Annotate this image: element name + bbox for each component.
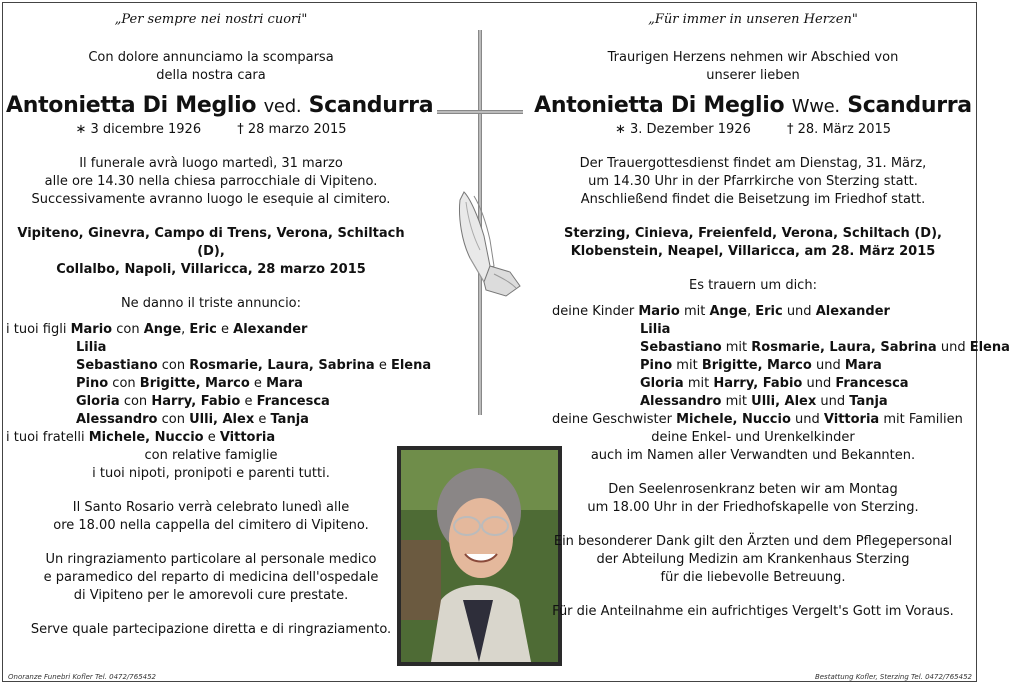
praying-hands-icon: [450, 188, 530, 300]
closing: Für die Anteilnahme ein aufrichtiges Vergelt's Gott im Voraus.: [552, 604, 954, 619]
family-row: Pino mit Brigitte, Marco und Mara: [640, 358, 882, 373]
thanks-line: Un ringraziamento particolare al personale medico: [45, 552, 377, 567]
family-row: deine Enkel- und Urenkelkinder: [651, 430, 855, 445]
funeral-line: um 14.30 Uhr in der Pfarrkirche von Sterzing statt.: [588, 174, 918, 189]
funeral-line: Anschließend findet die Beisetzung im Friedhof statt.: [580, 192, 926, 207]
thanks-line: für die liebevolle Betreuung.: [660, 570, 846, 585]
family-row: Sebastiano con Rosmarie, Laura, Sabrina e Elena: [76, 358, 432, 373]
name-widow: Wwe.: [791, 96, 840, 117]
family-row: Sebastiano mit Rosmarie, Laura, Sabrina und Elena: [640, 340, 1010, 355]
italian-column: [6, 12, 434, 639]
motto: „Per sempre nei nostri cuori": [114, 12, 308, 27]
intro-line: unserer lieben: [706, 68, 800, 83]
family-row: deine Kinder Mario mit Ange, Eric und Alexander: [552, 304, 890, 319]
family-row: i tuoi fratelli Michele, Nuccio e Vittoria: [6, 430, 276, 445]
family-list: [6, 321, 432, 483]
funeral-line: Der Trauergottesdienst findet am Dienstag, 31. März,: [579, 156, 927, 171]
motto: „Für immer in unseren Herzen": [648, 12, 858, 27]
birth-date: ∗ 3. Dezember 1926: [614, 122, 751, 137]
thanks-line: di Vipiteno per le amorevoli cure prestate.: [73, 588, 349, 603]
funeral-line: Successivamente avranno luogo le esequie al cimitero.: [31, 192, 391, 207]
announce: Ne danno il triste annuncio:: [120, 296, 302, 311]
family-list: [530, 303, 1010, 465]
family-row: i tuoi nipoti, pronipoti e parenti tutti.: [92, 466, 330, 481]
announce: Es trauern um dich:: [689, 278, 817, 293]
family-row: Lilia: [76, 340, 107, 355]
rosary-line: ore 18.00 nella cappella del cimitero di Vipiteno.: [53, 518, 369, 533]
rosary-line: Den Seelenrosenkranz beten wir am Montag: [608, 482, 898, 497]
life-dates: [6, 122, 416, 137]
cross-horizontal: [437, 110, 523, 114]
name-first: Antonietta Di Meglio: [6, 93, 257, 118]
life-dates: [530, 122, 976, 137]
intro-line: Traurigen Herzens nehmen wir Abschied von: [607, 50, 899, 65]
german-column: [530, 12, 1010, 621]
family-row: Gloria con Harry, Fabio e Francesca: [76, 394, 330, 409]
places-line: Sterzing, Cinieva, Freienfeld, Verona, Schiltach (D),: [564, 226, 942, 241]
intro-line: della nostra cara: [156, 68, 266, 83]
footer-german: Bestattung Kofler, Sterzing Tel. 0472/765452: [814, 673, 972, 681]
thanks-line: der Abteilung Medizin am Krankenhaus Sterzing: [596, 552, 910, 567]
name-widow: ved.: [263, 96, 302, 117]
name-last: Scandurra: [308, 93, 434, 118]
places-line: Klobenstein, Neapel, Villaricca, am 28. März 2015: [570, 244, 936, 259]
family-row: auch im Namen aller Verwandten und Bekannten.: [590, 448, 916, 463]
birth-date: ∗ 3 dicembre 1926: [75, 122, 202, 137]
places-line: Collalbo, Napoli, Villaricca, 28 marzo 2015: [56, 262, 366, 277]
family-row: i tuoi figli Mario con Ange, Eric e Alexander: [6, 322, 308, 337]
funeral-line: alle ore 14.30 nella chiesa parrocchiale di Vipiteno.: [44, 174, 378, 189]
rosary-line: um 18.00 Uhr in der Friedhofskapelle von Sterzing.: [587, 500, 919, 515]
family-row: Lilia: [640, 322, 671, 337]
name-last: Scandurra: [847, 93, 972, 118]
footer-italian: Onoranze Funebri Kofler Tel. 0472/765452: [8, 673, 157, 681]
thanks-line: e paramedico del reparto di medicina dell'ospedale: [43, 570, 379, 585]
family-row: Pino con Brigitte, Marco e Mara: [76, 376, 303, 391]
death-date: † 28 marzo 2015: [237, 122, 347, 137]
family-row: con relative famiglie: [144, 448, 278, 463]
thanks-line: Ein besonderer Dank gilt den Ärzten und dem Pflegepersonal: [553, 534, 953, 549]
family-row: Alessandro con Ulli, Alex e Tanja: [76, 412, 309, 427]
places-line: Vipiteno, Ginevra, Campo di Trens, Verona, Schiltach (D),: [17, 226, 405, 259]
funeral-line: Il funerale avrà luogo martedì, 31 marzo: [79, 156, 343, 171]
intro-line: Con dolore annunciamo la scomparsa: [88, 50, 334, 65]
closing: Serve quale partecipazione diretta e di ringraziamento.: [30, 622, 392, 637]
family-row: deine Geschwister Michele, Nuccio und Vittoria mit Familien: [552, 412, 963, 427]
death-date: † 28. März 2015: [787, 122, 892, 137]
deceased-name: [6, 93, 434, 118]
name-first: Antonietta Di Meglio: [534, 93, 785, 118]
rosary-line: Il Santo Rosario verrà celebrato lunedì alle: [72, 500, 350, 515]
family-row: Alessandro mit Ulli, Alex und Tanja: [640, 394, 888, 409]
family-row: Gloria mit Harry, Fabio und Francesca: [640, 376, 909, 391]
deceased-name: [530, 93, 976, 118]
